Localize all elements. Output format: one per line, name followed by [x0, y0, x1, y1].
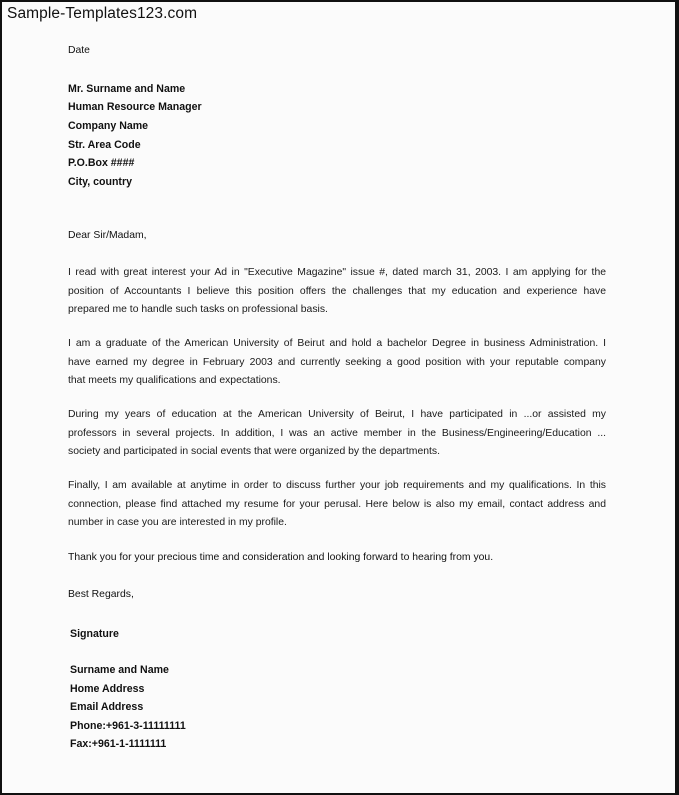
paragraph-1: [68, 264, 606, 320]
paragraph-3: [68, 406, 606, 462]
site-watermark: Sample-Templates123.com: [7, 5, 198, 22]
thanks-line: Thank you for your precious time and consideration and looking forward to hearing from you.: [68, 552, 494, 563]
paragraph-line: During my years of education at the American University of Beirut, I have participated in ...or assisted my: [68, 409, 606, 420]
paragraph-4: [68, 477, 606, 533]
paragraph-line: society and participated in social events that were organized by the departments.: [68, 446, 440, 457]
paragraph-line: professors in several projects. In addition, I was an active member in the Business/Engineering/Education ...: [68, 427, 606, 439]
paragraph-line: Finally, I am available at anytime in order to discuss further your job requirements and my qualifications. In this: [68, 480, 606, 491]
sender-fax: Fax:+961-1-1111111: [70, 738, 167, 750]
recipient-name: Mr. Surname and Name: [68, 83, 186, 95]
paragraph-line: connection, please find attached my resume for your perusal. Here below is also my email, contact address and: [68, 498, 606, 510]
recipient-city: City, country: [68, 176, 132, 188]
sender-phone: Phone:+961-3-11111111: [70, 720, 186, 732]
closing-line: Best Regards,: [68, 589, 134, 600]
sender-home-address: Home Address: [70, 683, 145, 695]
paragraph-line: that meets my qualifications and expectations.: [68, 375, 281, 386]
paragraph-line: number in case you are interested in my profile.: [68, 517, 287, 528]
recipient-pobox: P.O.Box ####: [68, 157, 135, 169]
paragraph-line: prepared me to handle such tasks on professional basis.: [68, 304, 328, 315]
sender-email-address: Email Address: [70, 701, 144, 713]
recipient-title: Human Resource Manager: [68, 101, 202, 113]
recipient-street: Str. Area Code: [68, 139, 141, 151]
paragraph-line: I am a graduate of the American University of Beirut and hold a bachelor Degree in business Administration. I: [68, 338, 606, 349]
signature-label: Signature: [70, 628, 119, 640]
paragraph-line: position of Accountants I believe this position offers the challenges that my education and experience have: [68, 285, 606, 297]
salutation: Dear Sir/Madam,: [68, 230, 147, 241]
recipient-company: Company Name: [68, 120, 149, 132]
paragraph-2: [68, 335, 606, 391]
date-label: Date: [68, 45, 90, 56]
sender-name: Surname and Name: [70, 664, 169, 676]
paragraph-line: have earned my degree in February 2003 and currently seeking a good position with your reputable company: [68, 356, 606, 368]
paragraph-line: I read with great interest your Ad in "Executive Magazine" issue #, dated march 31, 2003. I am applying for the: [68, 267, 606, 278]
